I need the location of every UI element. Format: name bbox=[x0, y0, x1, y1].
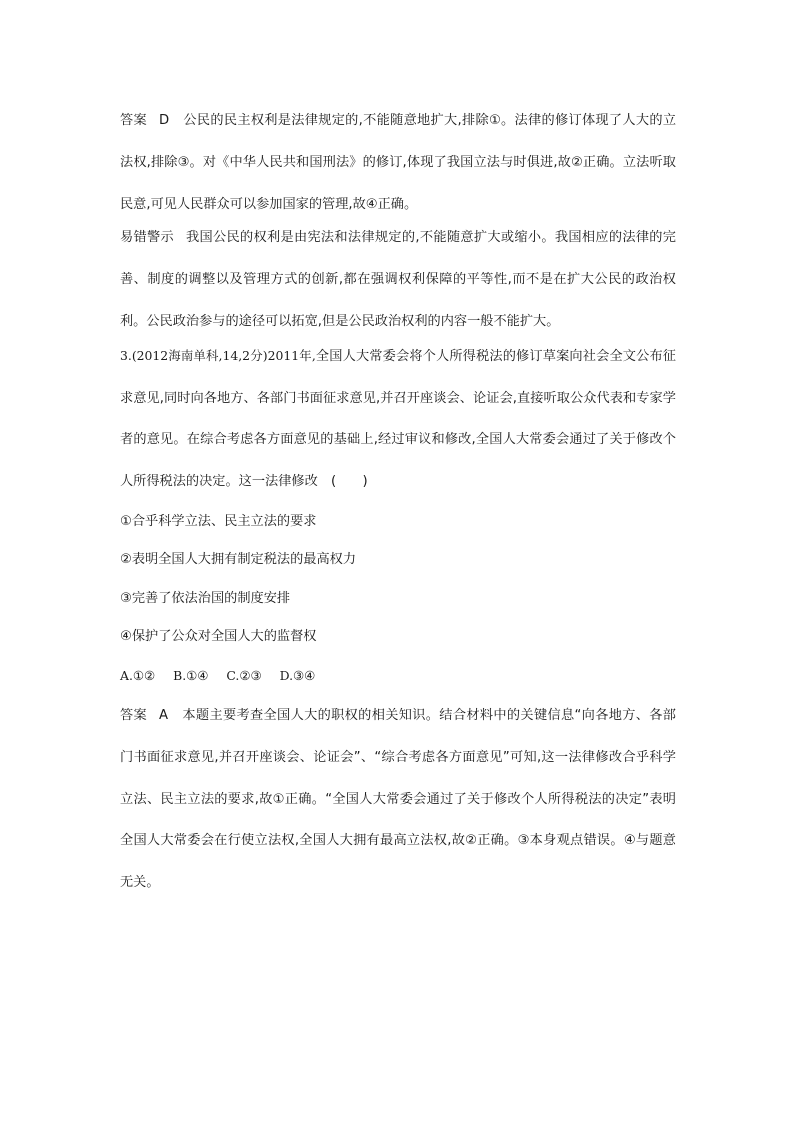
statement-4: ④保护了公众对全国人大的监督权 bbox=[120, 629, 317, 645]
answer-choices bbox=[120, 657, 676, 695]
warning-label: 易错警示 bbox=[120, 230, 174, 246]
document-page bbox=[120, 100, 676, 904]
answer-2-paragraph bbox=[120, 100, 676, 225]
statement-1: ①合乎科学立法、民主立法的要求 bbox=[120, 513, 317, 529]
choice-a[interactable]: A.①② bbox=[120, 667, 156, 683]
answer-letter: D bbox=[158, 113, 170, 128]
answer-label: 答案 bbox=[120, 707, 148, 723]
answer-3-text: 本题主要考查全国人大的职权的相关知识。结合材料中的关键信息“向各地方、各部门书面征求意见,并召开座谈会、论证会”、“综合考虑各方面意见”可知,这一法律修改合乎科学立法、民主立法的要求,故①正确。“全国人大常委会通过了关于修改个人所得税法的决定”表明全国人大常委会在行使立法权,全国人大拥有最高立法权,故②正确。③本身观点错误。④与题意无关。 bbox=[120, 707, 676, 891]
choice-d[interactable]: D.③④ bbox=[279, 667, 316, 683]
question-3-stem bbox=[120, 335, 676, 503]
warning-text: 我国公民的权利是由宪法和法律规定的,不能随意扩大或缩小。我国相应的法律的完善、制度的调整以及管理方式的创新,都在强调权利保障的平等性,而不是在扩大公民的政治权利。公民政治参与的途径可以拓宽,但是公民政治权利的内容一般不能扩大。 bbox=[120, 230, 676, 329]
statement-2: ②表明全国人大拥有制定税法的最高权力 bbox=[120, 552, 357, 568]
question-3-source: 3.(2012海南单科,14,2分)2011年, bbox=[120, 347, 316, 363]
answer-2-text: 公民的民主权利是法律规定的,不能随意地扩大,排除①。法律的修订体现了人大的立法权,排除③。对《中华人民共和国刑法》的修订,体现了我国立法与时俱进,故②正确。立法听取民意,可见人民群众可以参加国家的管理,故④正确。 bbox=[120, 113, 677, 212]
choice-b[interactable]: B.①④ bbox=[173, 667, 209, 683]
choice-c[interactable]: C.②③ bbox=[226, 667, 262, 683]
answer-3-paragraph bbox=[120, 695, 676, 904]
answer-letter: A bbox=[159, 707, 169, 723]
question-3-text: 全国人大常委会将个人所得税法的修订草案向社会全文公布征求意见,同时向各地方、各部门书面征求意见,并召开座谈会、论证会,直接听取公众代表和专家学者的意见。在综合考虑各方面意见的基础上,经过审议和修改,全国人大常委会通过了关于修改个人所得税法的决定。这一法律修改 ( ) bbox=[120, 348, 676, 490]
warning-paragraph bbox=[120, 217, 676, 342]
statement-3: ③完善了依法治国的制度安排 bbox=[120, 590, 291, 606]
answer-label: 答案 bbox=[120, 113, 147, 128]
